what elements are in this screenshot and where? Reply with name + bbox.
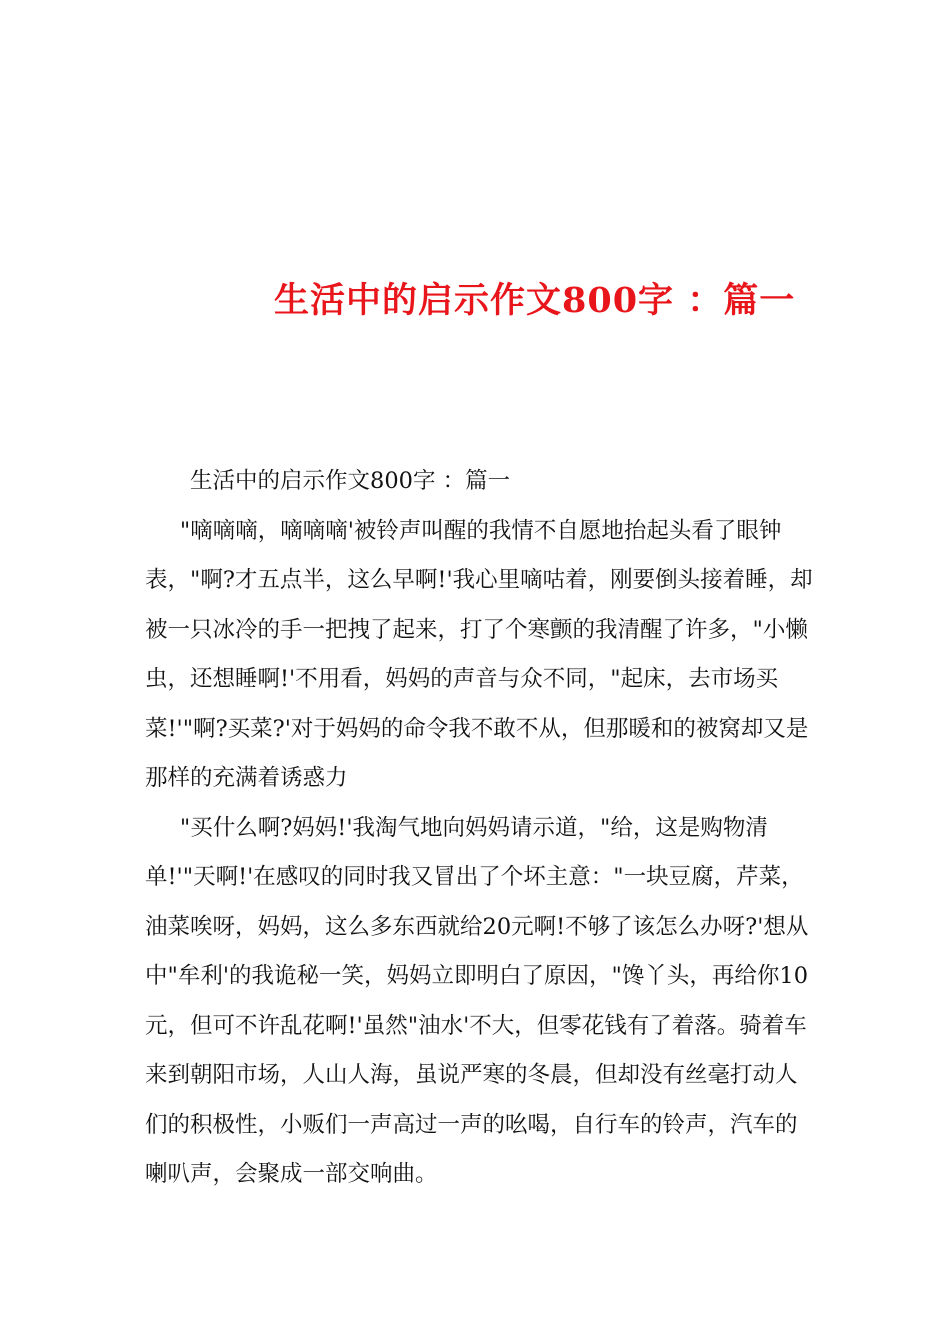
document-subtitle: 生活中的启示作文800字 ：篇一 (190, 468, 511, 494)
paragraph-1: "嘀嘀嘀，嘀嘀嘀'被铃声叫醒的我情不自愿地抬起头看了眼钟表，"啊?才五点半，这么早啊!'我心里嘀咕着，刚要倒头接着睡，却被一只冰冷的手一把拽了起来，打了个寒颤的我清醒了许多，"小懒虫，还想睡啊!'不用看，妈妈的声音与众不同，"起床，去市场买菜!'"啊?买菜?'对于妈妈的命令我不敢不从，但那暖和的被窝却又是那样的充满着诱惑力 (145, 517, 813, 791)
document-body (145, 457, 815, 1200)
document-title: 生活中的启示作文800字 ：篇一 (274, 280, 796, 321)
paragraph-2: "买什么啊?妈妈!'我淘气地向妈妈请示道，"给，这是购物清单!'"天啊!'在感叹的同时我又冒出了个坏主意："一块豆腐，芹菜，油菜唉呀，妈妈，这么多东西就给20元啊!不够了该怎么办呀?'想从中"牟利'的我诡秘一笑，妈妈立即明白了原因，"馋丫头，再给你10元，但可不许乱花啊!'虽然"油水'不大，但零花钱有了着落。骑着车来到朝阳市场，人山人海，虽说严寒的冬晨，但却没有丝毫打动人们的积极性，小贩们一声高过一声的吆喝，自行车的铃声，汽车的喇叭声，会聚成一部交响曲。 (145, 814, 809, 1187)
